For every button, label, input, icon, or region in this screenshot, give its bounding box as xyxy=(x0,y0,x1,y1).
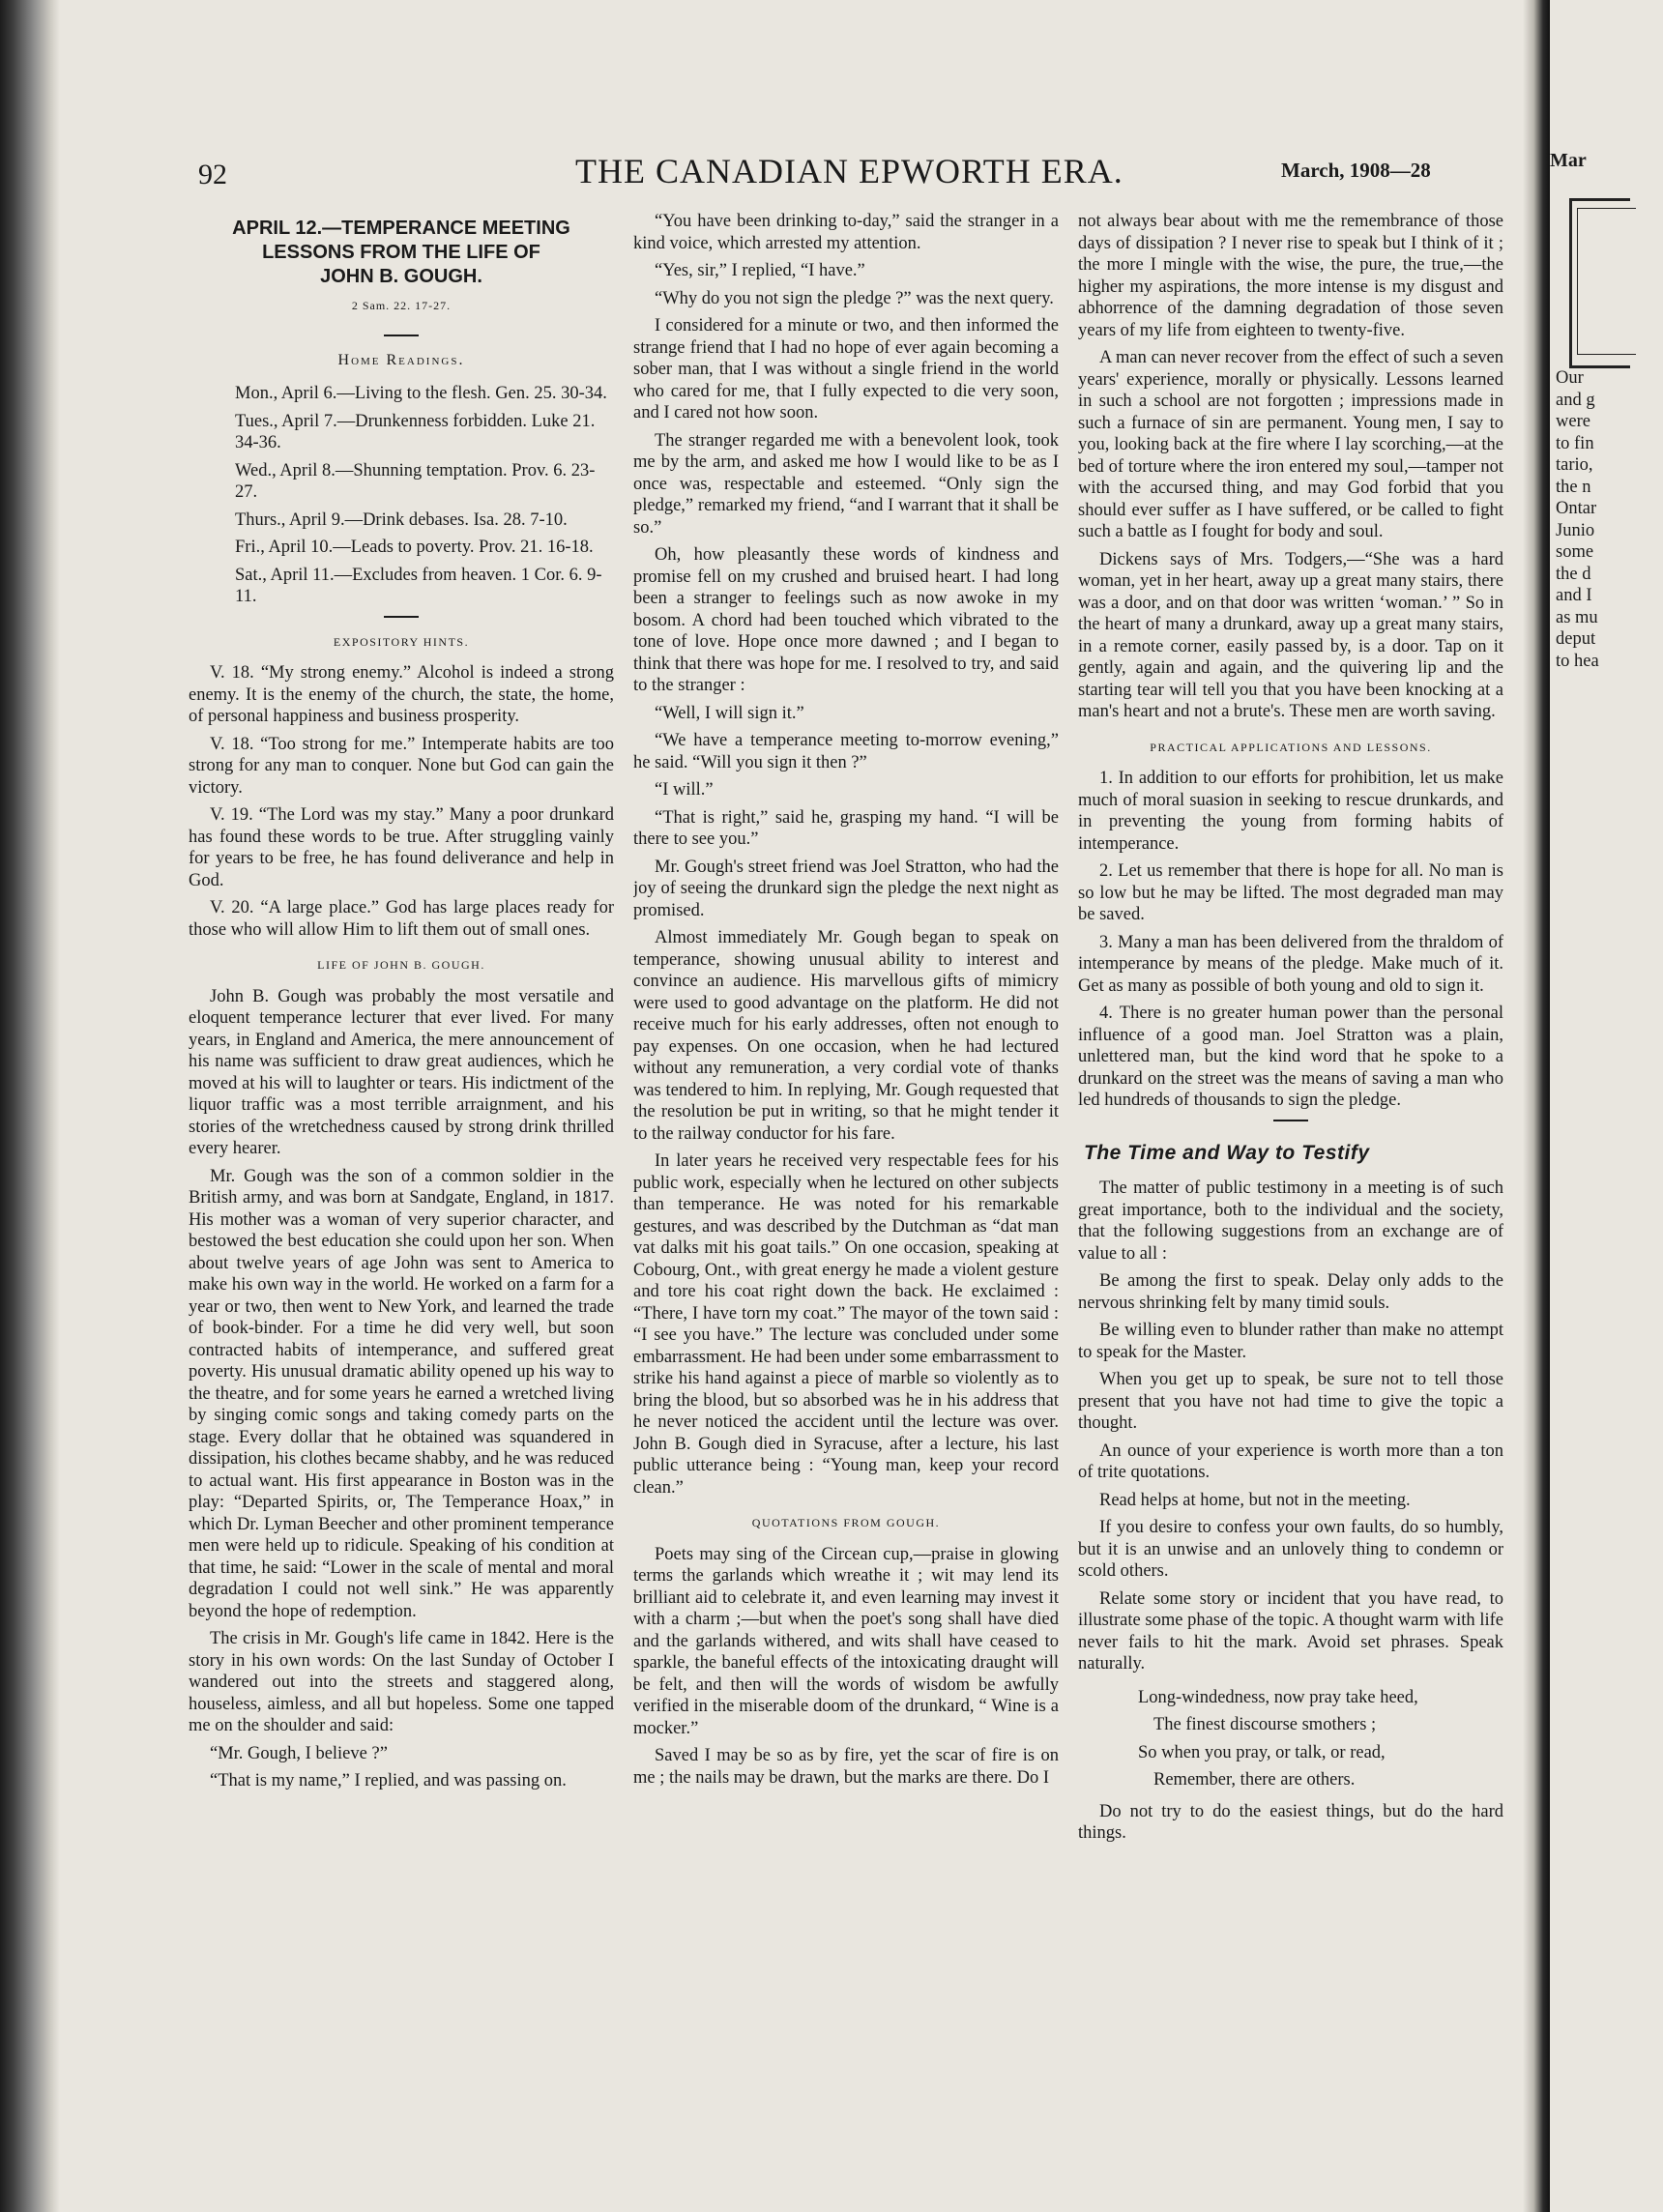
quotation-paragraph: Saved I may be so as by fire, yet the scar of fire is on me ; the nails may be drawn, but the marks are there. Do I xyxy=(633,1746,1059,1788)
reading-item: Fri., April 10.—Leads to poverty. Prov. 21. 16-18. xyxy=(235,538,594,557)
facing-page-line: were xyxy=(1556,412,1590,431)
expository-paragraph: V. 18. “Too strong for me.” Intemperate habits are too strong for any man to conquer. None but God can gain the victory. xyxy=(189,734,614,798)
facing-page-line: and I xyxy=(1556,586,1592,605)
testify-paragraph: If you desire to confess your own faults, do so humbly, but it is an unwise and an unlovely thing to condemn or scold others. xyxy=(1078,1518,1503,1581)
reading-item: Mon., April 6.—Living to the flesh. Gen. 25. 30-34. xyxy=(235,384,607,403)
life-paragraph: John B. Gough was probably the most versatile and eloquent temperance lecturer that ever lived. For many years, in England and America, the mere announcement of his name was sufficient to draw great audiences, which he moved at his will to laughter or tears. His indictment of the liquor traffic was a most terrible arraignment, and his stories of the wretchedness caused by strong drink thrilled every hearer. xyxy=(189,986,614,1158)
life-paragraph: In later years he received very respectable fees for his public work, especially when he lectured on other subjects than temperance. He was noted for his remarkable gestures, and was described by the Dutchman as “dat man vat dalks mit his goat tails.” On one occasion, speaking at Cobourg, Ont., with great energy he made a violent gesture and tore his coat right down the back. He exclaimed : “There, I have torn my coat.” The mayor of the town said : “I see you have.” The lecture was concluded under some embarrassment. He had been under some embarrassment to strike his hand against a piece of marble so violently as to bring the blood, but so absorbed was he in his address that he never noticed the accident until the lecture was over. John B. Gough died in Syracuse, after a lecture, his last public utterance being : “Young man, keep your record clean.” xyxy=(633,1151,1059,1498)
verse-line: Remember, there are others. xyxy=(1153,1770,1356,1790)
life-paragraph: “Why do you not sign the pledge ?” was the next query. xyxy=(655,288,1054,308)
facing-page-line: and g xyxy=(1556,390,1595,410)
verse-line: The finest discourse smothers ; xyxy=(1153,1715,1377,1734)
lesson-title-line-3: JOHN B. GOUGH. xyxy=(320,266,482,287)
issue-date: March, 1908—28 xyxy=(1281,159,1431,182)
facing-page-line: as mu xyxy=(1556,607,1598,627)
facing-page-line: the n xyxy=(1556,477,1591,497)
life-paragraph: The crisis in Mr. Gough's life came in 1842. Here is the story in his own words: On the last Sunday of October I wandered out into the streets and staggered along, houseless, aimless, and all but hopeless. Some one tapped me on the shoulder and said: xyxy=(189,1629,614,1735)
practical-paragraph: 4. There is no greater human power than the personal influence of a good man. Joel Stratton was a plain, unlettered man, but the kind word that he spoke to a drunkard on the street was the means of saving a man who led hundreds of thousands to sign the pledge. xyxy=(1078,1004,1503,1110)
page-header xyxy=(189,145,1508,203)
expository-paragraph: V. 20. “A large place.” God has large places ready for those who will allow Him to lift them out of small ones. xyxy=(189,898,614,940)
facing-page-header: Mar xyxy=(1550,150,1587,171)
life-paragraph: Mr. Gough's street friend was Joel Stratton, who had the joy of seeing the drunkard sign the pledge the next night as promised. xyxy=(633,857,1059,920)
book-binding xyxy=(0,0,60,2212)
practical-paragraph: 3. Many a man has been delivered from the thraldom of intemperance by means of the pledge. Make much of it. Get as many as possible of both young and old to sign it. xyxy=(1078,932,1503,996)
lesson-title-line-1: APRIL 12.—TEMPERANCE MEETING xyxy=(232,218,570,239)
column-2 xyxy=(633,211,1059,2173)
journal-title: THE CANADIAN EPWORTH ERA. xyxy=(575,152,1123,190)
life-paragraph: “That is right,” said he, grasping my hand. “I will be there to see you.” xyxy=(633,807,1059,849)
reading-item: Thurs., April 9.—Drink debases. Isa. 28. 7-10. xyxy=(235,509,568,530)
scripture-reference: 2 Sam. 22. 17-27. xyxy=(351,299,452,312)
life-paragraph: “Yes, sir,” I replied, “I have.” xyxy=(655,261,865,280)
page-gutter xyxy=(1523,0,1550,2212)
facing-page-line: tario, xyxy=(1556,455,1593,475)
facing-page-line: Junio xyxy=(1556,520,1595,540)
practical-paragraph: 2. Let us remember that there is hope for all. No man is so low but he may be lifted. The most degraded man may be saved. xyxy=(1078,861,1503,924)
testify-heading: The Time and Way to Testify xyxy=(1084,1141,1370,1164)
testify-paragraph: The matter of public testimony in a meeting is of such great importance, both to the individual and the society, that the following suggestions from an exchange are of value to all : xyxy=(1078,1179,1503,1264)
life-paragraph: Oh, how pleasantly these words of kindness and promise fell on my crushed and bruised heart. I had long been a stranger to feelings such as now awoke in my bosom. A chord had been touched which vibrated to the tone of love. Hope once more dawned ; and I began to think that there was hope for me. I resolved to try, and said to the stranger : xyxy=(633,545,1059,695)
facing-page-line: Our xyxy=(1556,368,1584,388)
expository-paragraph: V. 19. “The Lord was my stay.” Many a poor drunkard has found these words to be true. After struggling vainly for years to be free, he has found deliverance and help in God. xyxy=(189,805,614,890)
quotations-heading: QUOTATIONS FROM GOUGH. xyxy=(751,1516,941,1529)
column-1 xyxy=(189,211,614,2173)
facing-page-edge xyxy=(1550,0,1663,2212)
facing-page-line: to fin xyxy=(1556,433,1594,453)
life-paragraph: I considered for a minute or two, and then informed the strange friend that I had no hope of ever again becoming a sober man, that I was without a single friend in the world who cared for me, that I fully expected to die very soon, and I cared not how soon. xyxy=(633,316,1059,422)
page-number: 92 xyxy=(198,159,227,190)
quotation-paragraph: A man can never recover from the effect of such a seven years' experience, morally or physically. Lessons learned in such a school are not forgotten ; impressions made in such a furnace of sin are permanent. Young men, I say to you, looking back at the fire where I lay scorching,—at the bed of torture where the iron entered my soul,—tamper not with the accursed thing, and may God forbid that you should ever suffer as I have suffered, or be called to fight such a battle as I fought for body and soul. xyxy=(1078,348,1503,541)
expository-paragraph: V. 18. “My strong enemy.” Alcohol is indeed a strong enemy. It is the enemy of the church, the state, the home, of personal happiness and business prosperity. xyxy=(189,663,614,726)
divider xyxy=(1273,1120,1308,1121)
page-92 xyxy=(189,126,1508,2175)
testify-paragraph: Be among the first to speak. Delay only adds to the nervous shrinking felt by many timid souls. xyxy=(1078,1271,1503,1313)
facing-page-line: to hea xyxy=(1556,651,1599,671)
verse-line: So when you pray, or talk, or read, xyxy=(1138,1742,1386,1762)
quotation-paragraph: Poets may sing of the Circean cup,—praise in glowing terms the garlands which wreathe it ; wit may lend its brilliant aid to celebrate it, and even learning may invest it with a charm ;—but when the poet's song shall have died and the garlands withered, and wits shall have ceased to sparkle, the baneful effects of the intoxicating draught will be felt, and then will the words of wisdom be awfully verified in the miserable doom of the drunkard, “ Wine is a mocker.” xyxy=(633,1544,1059,1738)
life-paragraph: “We have a temperance meeting to-morrow evening,” he said. “Will you sign it then ?” xyxy=(633,731,1059,772)
facing-page-line: deput xyxy=(1556,629,1596,649)
verse xyxy=(1078,1687,1503,1791)
quotation-paragraph: Dickens says of Mrs. Todgers,—“She was a hard woman, yet in her heart, away up a great many stairs, there was a door, and on that door was written ‘woman.’ ” So in the heart of many a drunkard, away up a great many stairs, in a remote corner, easily passed by, is a door. Tap on it gently, again and again, and the quivering lip and the starting tear will tell you that you have been knocking at a man's heart and not a brute's. These men are worth saving. xyxy=(1078,549,1503,721)
life-paragraph: Almost immediately Mr. Gough began to speak on temperance, showing unusual ability to interest and convince an audience. His marvellous gifts of mimicry were used to good advantage on the platform. He did not receive much for his early addresses, often not enough to pay expenses. On one occasion, when he had lectured without any remuneration, a very cordial vote of thanks was tendered to him. In replying, Mr. Gough requested that the resolution be put in writing, so that he might tender it to the railway conductor for his fare. xyxy=(633,928,1059,1144)
life-paragraph: “Well, I will sign it.” xyxy=(655,703,804,723)
quotation-paragraph: not always bear about with me the remembrance of those days of dissipation ? I never rise to speak but I think of it ; the more I mingle with the wise, the pure, the true,—the higher my aspirations, the more intense is my disgust and abhorrence of the damning degradation of those seven years of my life from eighteen to twenty-five. xyxy=(1078,212,1503,340)
facing-page-text xyxy=(1556,367,1663,672)
reading-item: Sat., April 11.—Excludes from heaven. 1 Cor. 6. 9-11. xyxy=(235,565,602,606)
lesson-title xyxy=(189,217,614,289)
life-paragraph: The stranger regarded me with a benevolent look, took me by the arm, and asked me how I would like to be as I once was, respectable and esteemed. “Only sign the pledge,” remarked my friend, “and I warrant that it shall be so.” xyxy=(633,430,1059,538)
life-heading: LIFE OF JOHN B. GOUGH. xyxy=(317,958,485,972)
life-paragraph: “You have been drinking to-day,” said the stranger in a kind voice, which arrested my attention. xyxy=(633,212,1059,253)
expository-heading: EXPOSITORY HINTS. xyxy=(333,634,470,649)
verse-line: Long-windedness, now pray take heed, xyxy=(1138,1687,1418,1707)
testify-paragraph: Read helps at home, but not in the meeting. xyxy=(1099,1490,1411,1510)
facing-page-line: the d xyxy=(1556,564,1591,584)
facing-page-line: Ontar xyxy=(1556,499,1597,518)
facing-page-line: some xyxy=(1556,542,1594,562)
testify-paragraph: Relate some story or incident that you have read, to illustrate some phase of the topic. A thought warm with life never fails to hit the mark. Avoid set phrases. Speak naturally. xyxy=(1078,1588,1503,1674)
practical-heading: PRACTICAL APPLICATIONS AND LESSONS. xyxy=(1150,740,1432,754)
testify-paragraph: An ounce of your experience is worth more than a ton of trite quotations. xyxy=(1078,1441,1503,1482)
life-paragraph: Mr. Gough was the son of a common soldier in the British army, and was born at Sandgate, England, in 1817. His mother was a woman of very superior character, and bestowed the best education she could upon her son. When about twelve years of age John was sent to America to make his own way in the world. He worked on a farm for a year or two, then went to New York, and learned the trade of book-binder. For a time he did very well, but soon contracted habits of intemperance, and suffered great poverty. His unusual dramatic ability opened up his way to the theatre, and for some years he earned a wretched living by singing comic songs and taking comedy parts on the stage. Every dollar that he obtained was squandered in dissipation, his clothes became shabby, and he was reduced to actual want. His first appearance in Boston was in the play: “Departed Spirits, or, The Temperance Hoax,” in which Dr. Lyman Beecher and other prominent temperance men were held up to ridicule. Speaking of his condition at that time, he said: “Lower in the scale of mental and moral degradation I could not well sink.” He was apparently beyond the hope of redemption. xyxy=(189,1166,614,1621)
reading-item: Wed., April 8.—Shunning temptation. Prov. 6. 23-27. xyxy=(235,460,596,502)
life-paragraph: “I will.” xyxy=(655,780,714,800)
divider xyxy=(384,335,419,336)
divider xyxy=(384,616,419,618)
testify-closing: Do not try to do the easiest things, but do the hard things. xyxy=(1078,1801,1503,1843)
testify-paragraph: Be willing even to blunder rather than make no attempt to speak for the Master. xyxy=(1078,1321,1503,1362)
practical-paragraph: 1. In addition to our efforts for prohibition, let us make much of moral suasion in seeking to rescue drunkards, and in preventing the young from forming habits of intemperance. xyxy=(1078,769,1503,854)
life-paragraph: “That is my name,” I replied, and was passing on. xyxy=(210,1771,567,1790)
life-paragraph: “Mr. Gough, I believe ?” xyxy=(210,1743,388,1763)
lesson-title-line-2: LESSONS FROM THE LIFE OF xyxy=(262,242,540,263)
column-3 xyxy=(1078,211,1503,2173)
home-readings-heading: Home Readings. xyxy=(337,351,465,368)
reading-item: Tues., April 7.—Drunkenness forbidden. Luke 21. 34-36. xyxy=(235,411,596,452)
facing-page-box-inner xyxy=(1577,208,1636,355)
testify-paragraph: When you get up to speak, be sure not to tell those present that you have not had time to give the topic a thought. xyxy=(1078,1370,1503,1433)
